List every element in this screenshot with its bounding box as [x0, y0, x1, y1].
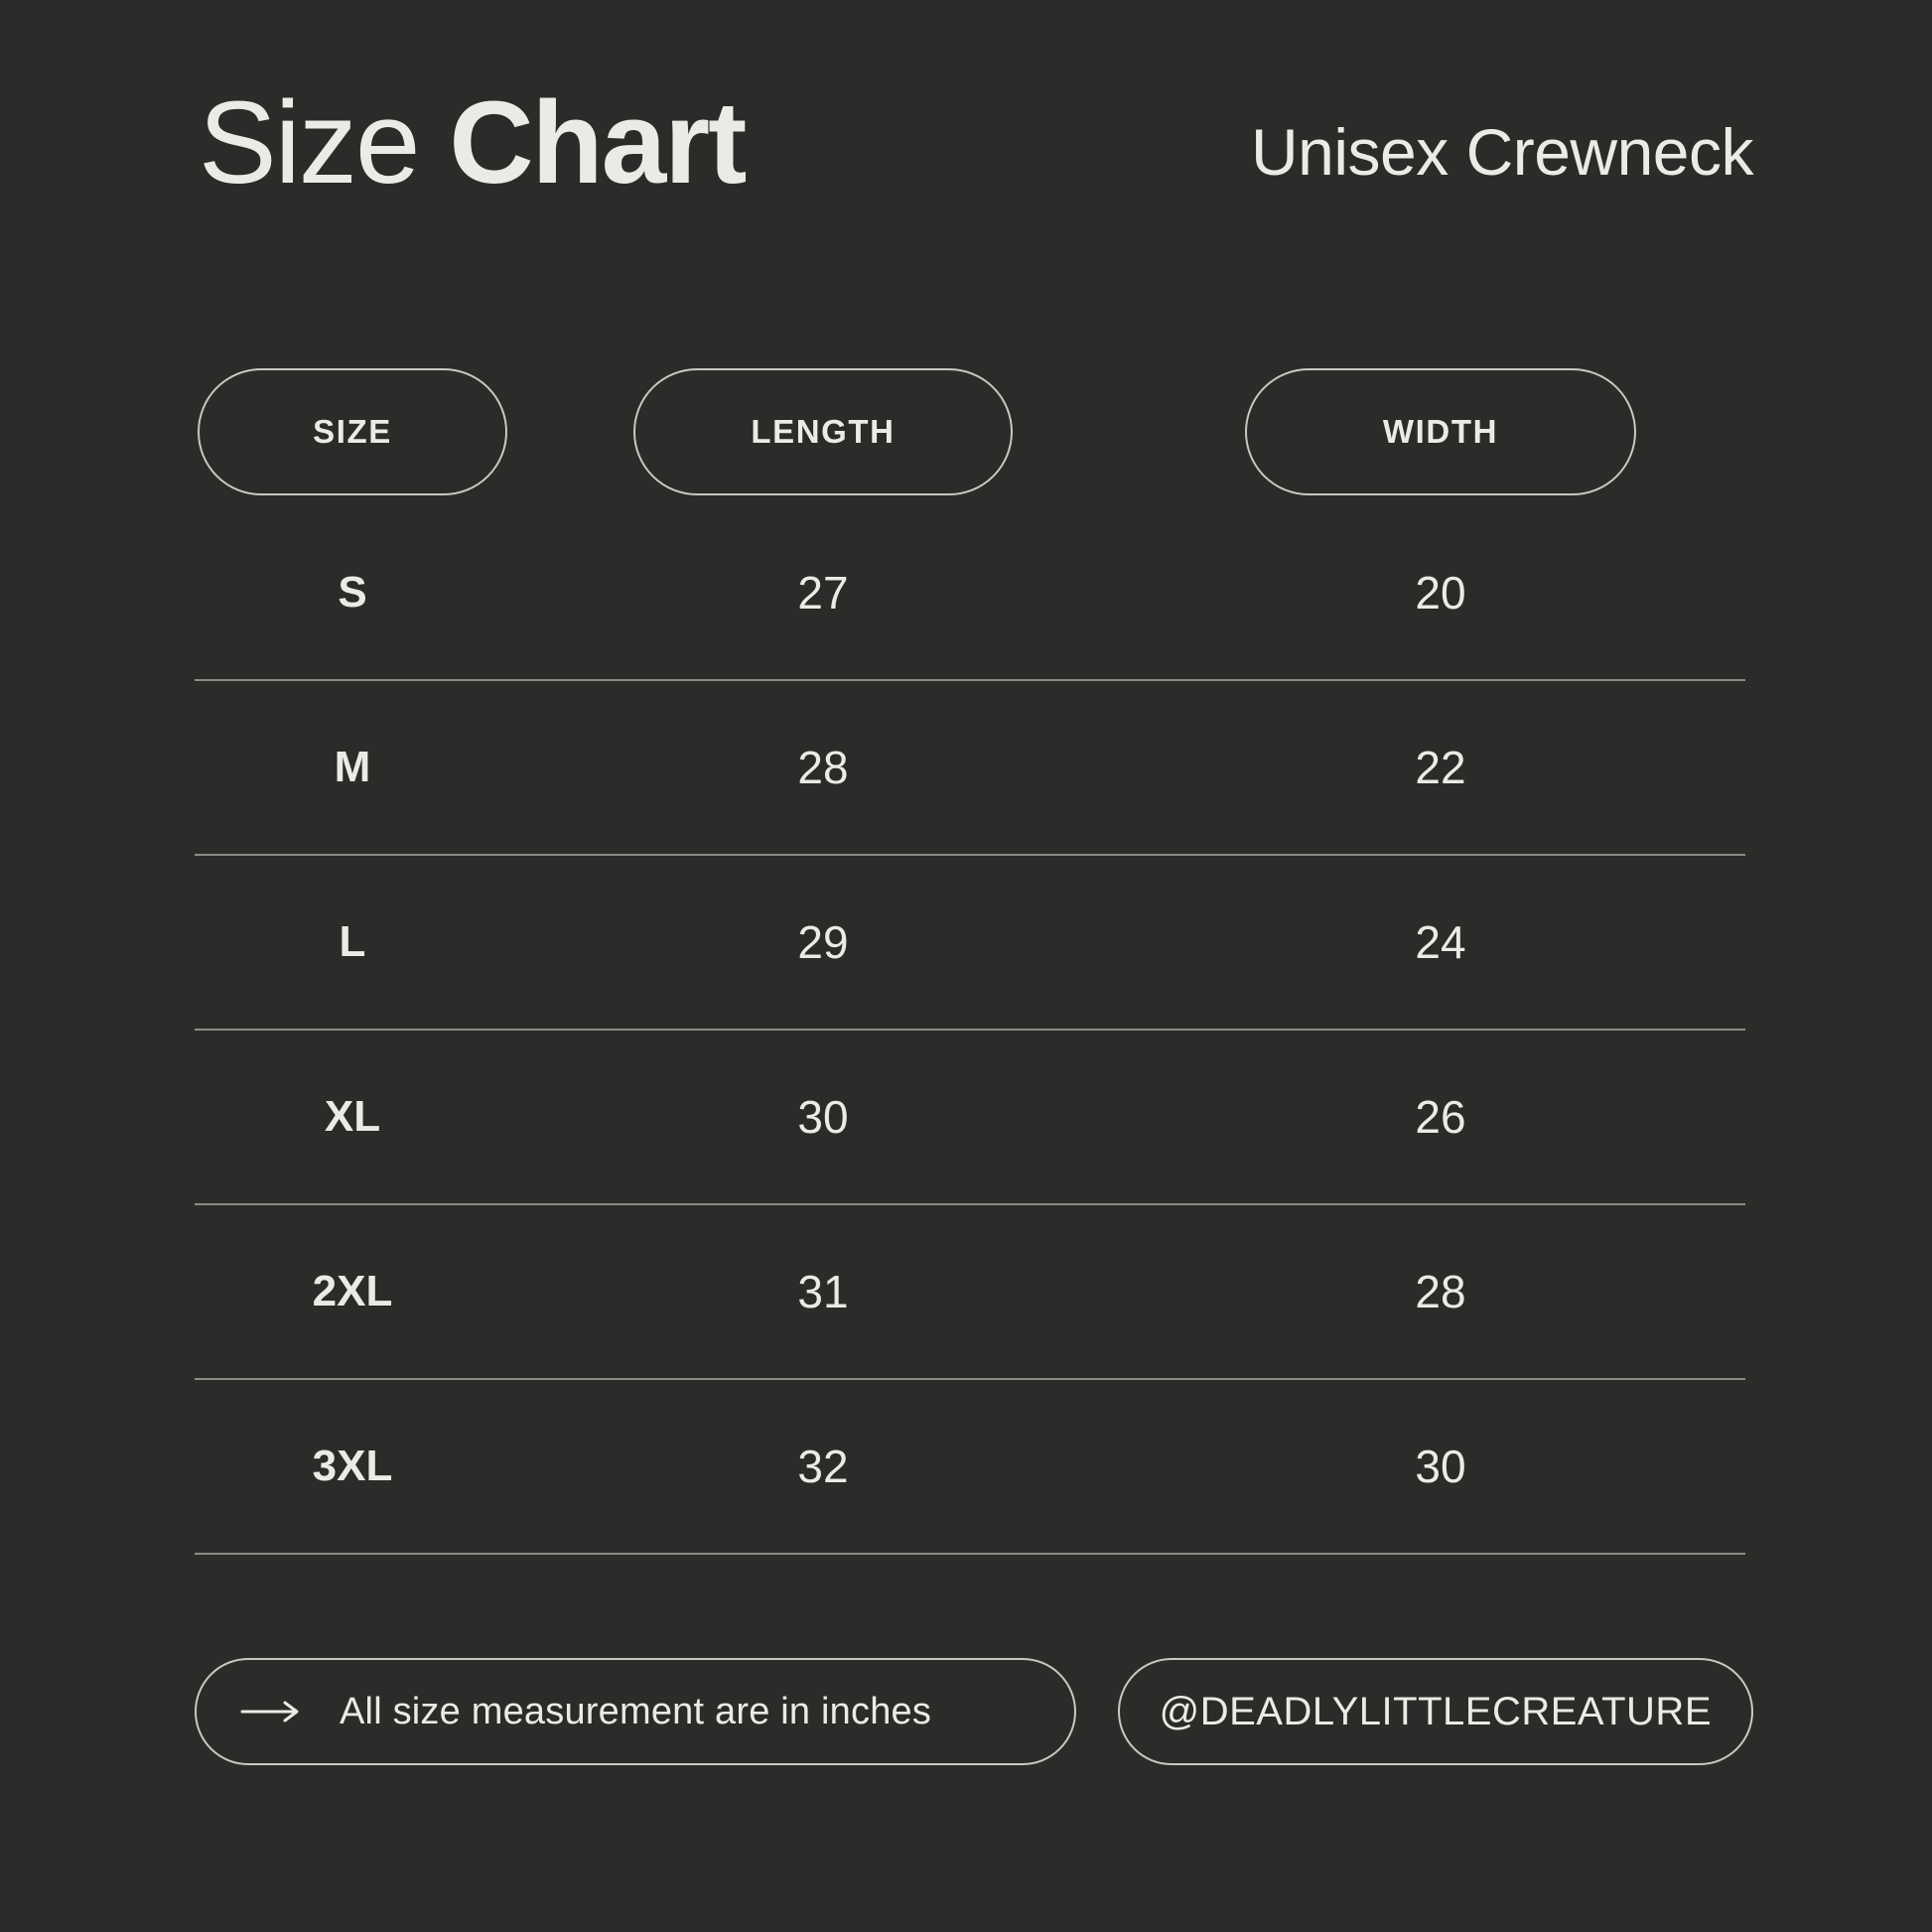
column-pill-size: SIZE: [198, 368, 507, 495]
cell-width: 20: [1415, 567, 1466, 619]
table-row: [195, 856, 1745, 1031]
header-cell-width: [1136, 368, 1745, 495]
cell-length: 29: [797, 916, 849, 968]
page-footer: [195, 1658, 1753, 1765]
page-title: [199, 77, 746, 208]
table-row: [195, 681, 1745, 856]
page-subtitle: Unisex Crewneck: [1251, 115, 1753, 189]
cell-width: 22: [1415, 742, 1466, 793]
table-row: [195, 506, 1745, 681]
table-row: [195, 1031, 1745, 1205]
cell-length: 27: [797, 567, 849, 619]
measurement-note-text: All size measurement are in inches: [340, 1690, 932, 1732]
page-title-light: Size: [199, 77, 450, 208]
size-table: [195, 367, 1745, 1555]
column-pill-width: WIDTH: [1245, 368, 1636, 495]
measurement-note: [195, 1658, 1076, 1765]
cell-size: M: [334, 743, 371, 791]
cell-size: L: [339, 917, 366, 966]
social-handle-text: @DEADLYLITTLECREATURE: [1159, 1689, 1712, 1733]
column-pill-length: LENGTH: [633, 368, 1013, 495]
cell-size: XL: [324, 1092, 381, 1141]
header-cell-length: [510, 368, 1136, 495]
cell-length: 30: [797, 1091, 849, 1143]
cell-width: 30: [1415, 1441, 1466, 1492]
cell-length: 31: [797, 1266, 849, 1317]
cell-length: 32: [797, 1441, 849, 1492]
table-body: [195, 506, 1745, 1555]
page-title-bold: Chart: [449, 77, 746, 208]
cell-size: 3XL: [312, 1442, 393, 1490]
table-row: [195, 1380, 1745, 1555]
table-row: [195, 1205, 1745, 1380]
cell-width: 28: [1415, 1266, 1466, 1317]
cell-width: 24: [1415, 916, 1466, 968]
cell-size: 2XL: [312, 1267, 393, 1315]
table-header-row: [195, 367, 1745, 496]
cell-width: 26: [1415, 1091, 1466, 1143]
page-header: [199, 77, 1753, 208]
header-cell-size: [195, 368, 510, 495]
arrow-right-icon: [240, 1699, 302, 1725]
cell-length: 28: [797, 742, 849, 793]
cell-size: S: [338, 568, 367, 617]
social-handle-badge: [1118, 1658, 1753, 1765]
